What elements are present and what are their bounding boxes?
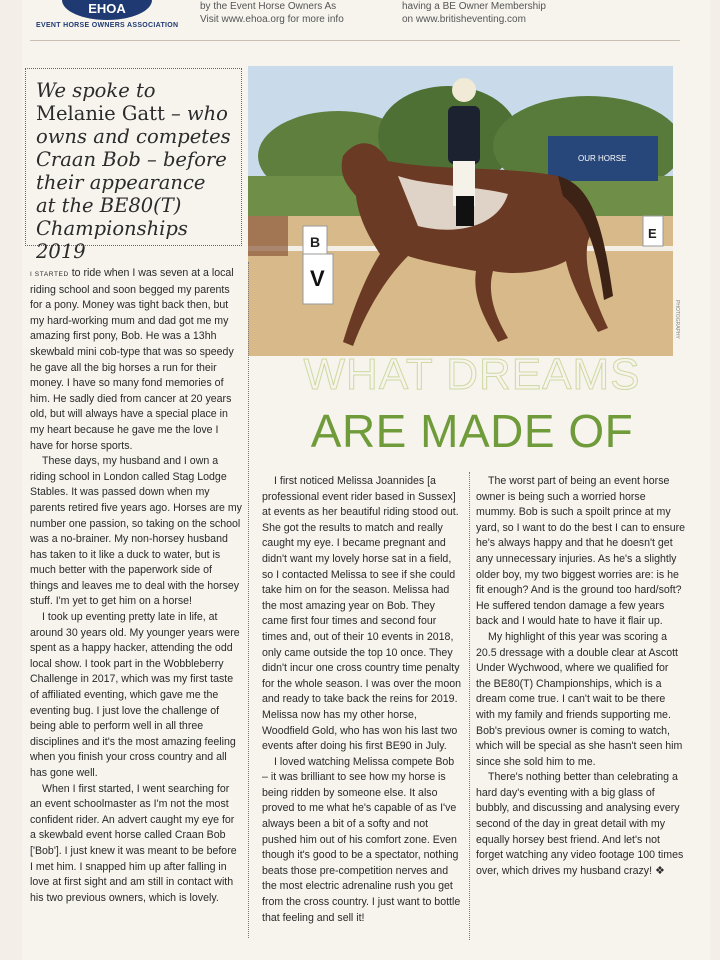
masthead bbox=[22, 0, 710, 40]
article-column-1 bbox=[30, 266, 242, 936]
headline-line-1: WHAT DREAMS bbox=[303, 350, 641, 399]
headline-line-2: ARE MADE OF bbox=[310, 405, 634, 457]
paragraph: I STARTED to ride when I was seven at a local riding school and soon begged my parents for a pony. Money was tight back then, but my hard-working mum and dad got me my amazing first pony, Bob. He was a 13hh skewbald mini cob-type that was so speedy he gave all the big horses a run for their money. I have so many fond memories of him. He sadly died from cancer at 20 years old, but will always have a special place in my heart because he gave me the love I have for horse sports. bbox=[30, 267, 234, 452]
column-divider bbox=[469, 472, 470, 940]
paragraph: My highlight of this year was scoring a 20.5 dressage with a double clear at Ascott Under Wychwood, where we qualified for the BE80(T) Championships, which is a dream come true. I can't wait to be there with my family and friends supporting me. Bob's previous owner is coming to watch, which will be special as she hasn't seen him since she sold him to me. bbox=[476, 630, 683, 768]
masthead-right-text: having a BE Owner Membership on www.britisheventing.com bbox=[402, 1, 546, 25]
column-divider bbox=[248, 262, 249, 938]
intro-standfirst: We spoke to Melanie Gatt – who owns and competes Craan Bob – before their appearance at the BE80(T) Championships 2019 bbox=[36, 79, 231, 263]
article-column-2 bbox=[262, 474, 462, 939]
photo-credit: PHOTOGRAPHY bbox=[674, 300, 680, 339]
paragraph: When I first started, I went searching for an event schoolmaster as I'm not the most confident rider. An advert caught my eye for a skewbald event horse called Craan Bob ['Bob']. I just knew it was meant to be before I met him. I snapped him up after falling in love at first sight and am still in contact with his two previous owners, which is lovely. bbox=[30, 782, 237, 904]
svg-text:V: V bbox=[310, 266, 325, 291]
interviewee-name: Melanie Gatt bbox=[36, 102, 165, 125]
paragraph: I loved watching Melissa compete Bob – it was brilliant to see how my horse is being ridden by someone else. It also proved to me what he's capable of as I've always been a bit of a softy and not pushed him out of his comfort zone. Even though it's good to be a spectator, nothing beats those pre-competition nerves and the most electric adrenaline rush you get from the cross country. I just want to bottle that feeling and sell it! bbox=[262, 755, 461, 924]
paragraph: The worst part of being an event horse owner is being such a worried horse mummy. Bob is such a spoilt prince at my yard, so I want to do the best I can to ensure he's always happy and that he doesn't get any unnecessary injuries. As he's a slightly older boy, my two biggest worries are: is he fit enough? And is the ground too hard/soft? He suffered tendon damage a few years back and I would hate to have it flair up. bbox=[476, 475, 686, 628]
masthead-middle-text: by the Event Horse Owners As Visit www.ehoa.org for more info bbox=[200, 1, 344, 25]
paragraph: These days, my husband and I own a riding school in London called Stag Lodge Stables. It was passed down when my parents retired five years ago. Horses are my number one passion, so taking on the school was a no-brainer. My non-horsey husband has taken to it like a duck to water, but is much better with the paperwork side of things and leaves me to deal with the horsey stuff. I'm yet to get him on a horse! bbox=[30, 455, 242, 608]
horse-dressage-photo bbox=[248, 66, 673, 356]
paragraph: I first noticed Melissa Joannides [a professional event rider based in Sussex] at events as her beautiful riding stood out. She got the results to match and really caught my eye. I became pregnant and didn't want my lovely horse sat in a field, so I contacted Melissa to see if she could take him on for the season. Melissa had the most amazing year on Bob. They came first four times and second four times and, out of their 10 events in 2018, only came outside the top 10 once. They didn't incur one cross country time penalty for the whole season. I was over the moon and ready to take back the reins for 2019. Melissa now has my other horse, Woodfield Gold, who has won his last two events after doing his first BE90 in July. bbox=[262, 475, 462, 753]
svg-text:OUR HORSE: OUR HORSE bbox=[578, 154, 627, 163]
end-mark-icon: ❖ bbox=[655, 864, 665, 877]
svg-text:E: E bbox=[648, 226, 657, 241]
masthead-rule bbox=[30, 40, 680, 41]
drop-lead-in: I STARTED bbox=[30, 271, 69, 278]
logo-subtitle: EVENT HORSE OWNERS ASSOCIATION bbox=[36, 22, 179, 29]
photo-illustration bbox=[248, 66, 673, 356]
article-column-3 bbox=[476, 474, 686, 939]
ehoa-logo: EHOA bbox=[62, 0, 152, 20]
intro-box bbox=[25, 68, 242, 263]
magazine-page bbox=[22, 0, 710, 960]
paragraph: There's nothing better than celebrating a hard day's eventing with a big glass of bubbly, and discussing and analysing every second of the day in great detail with my equally horsey best friend. And let's not forget watching any video footage 100 times over, which drives my husband crazy! ❖ bbox=[476, 771, 684, 877]
paragraph: I took up eventing pretty late in life, at around 30 years old. My younger years were spent as a happy hacker, attending the odd local show. I took part in the Wobbleberry Challenge in 2017, which was my first taste of affiliated eventing, which gave me the eventing bug. I just love the challenge of being able to perform well in all three disciplines and it's the most amazing feeling when you finish your cross country and all has gone well. bbox=[30, 611, 240, 779]
svg-text:B: B bbox=[310, 234, 321, 250]
